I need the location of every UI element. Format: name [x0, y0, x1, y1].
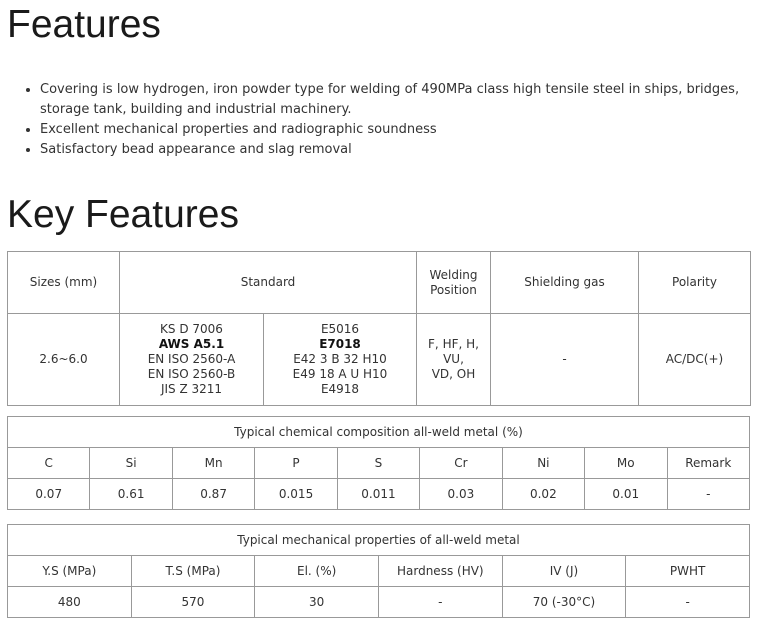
chem-value: -	[667, 479, 750, 510]
welding-position-line-1: F, HF, H, VU,	[428, 337, 479, 366]
standard-item: EN ISO 2560-B	[147, 367, 236, 381]
features-bullet-1: • Covering is low hydrogen, iron powder type for welding of 490MPa class high tensile steel in ships, bridges, storage tank, building and industrial machinery.	[40, 80, 757, 120]
chem-header: Mn	[172, 448, 254, 479]
chem-value: 0.03	[420, 479, 502, 510]
features-bullet-2: • Excellent mechanical properties and radiographic soundness	[40, 120, 757, 140]
header-sizes: Sizes (mm)	[8, 252, 120, 314]
mech-header: IV (J)	[502, 556, 626, 587]
mech-value: 30	[255, 587, 379, 618]
chem-header: C	[8, 448, 90, 479]
mech-value: -	[626, 587, 750, 618]
key-features-title: Key Features	[7, 193, 239, 236]
chem-header: Si	[90, 448, 172, 479]
cell-polarity: AC/DC(+)	[639, 314, 751, 406]
chem-value: 0.07	[8, 479, 90, 510]
mechanical-title: Typical mechanical properties of all-weld metal	[8, 525, 750, 556]
classification-item: E42 3 B 32 H10	[293, 352, 387, 366]
mech-value: 480	[8, 587, 132, 618]
chemical-title: Typical chemical composition all-weld metal (%)	[8, 417, 750, 448]
features-bullet-3: • Satisfactory bead appearance and slag removal	[40, 140, 757, 160]
chem-value: 0.01	[585, 479, 667, 510]
features-list	[22, 80, 757, 160]
chem-value: 0.011	[337, 479, 419, 510]
standard-item: AWS A5.1	[158, 337, 225, 351]
mech-header: Y.S (MPa)	[8, 556, 132, 587]
mech-header: PWHT	[626, 556, 750, 587]
mechanical-properties-table	[7, 524, 750, 618]
mech-header: Hardness (HV)	[378, 556, 502, 587]
cell-shielding-gas: -	[491, 314, 639, 406]
mech-value: 570	[131, 587, 255, 618]
header-standard: Standard	[120, 252, 417, 314]
standard-item: JIS Z 3211	[160, 382, 223, 396]
header-welding-position-line-1: Welding	[429, 267, 478, 282]
standard-item: KS D 7006	[160, 322, 223, 336]
classification-item: E7018	[319, 337, 361, 351]
chem-header: Remark	[667, 448, 750, 479]
chem-header: S	[337, 448, 419, 479]
standard-item: EN ISO 2560-A	[147, 352, 236, 366]
header-shielding-gas: Shielding gas	[491, 252, 639, 314]
header-polarity: Polarity	[639, 252, 751, 314]
chem-header: Cr	[420, 448, 502, 479]
cell-standard-organizations	[120, 314, 264, 406]
key-features-table	[7, 251, 751, 406]
header-welding-position	[417, 252, 491, 314]
welding-position-line-2: VD, OH	[431, 367, 476, 381]
chem-value: 0.61	[90, 479, 172, 510]
mech-header: El. (%)	[255, 556, 379, 587]
chemical-composition-table	[7, 416, 750, 510]
classification-item: E49 18 A U H10	[292, 367, 388, 381]
features-title: Features	[7, 3, 161, 46]
chem-value: 0.015	[255, 479, 337, 510]
cell-sizes: 2.6~6.0	[8, 314, 120, 406]
cell-welding-position	[417, 314, 491, 406]
chem-value: 0.02	[502, 479, 584, 510]
mech-value: -	[378, 587, 502, 618]
chem-header: Ni	[502, 448, 584, 479]
chem-header: Mo	[585, 448, 667, 479]
mech-header: T.S (MPa)	[131, 556, 255, 587]
cell-standard-classifications	[264, 314, 417, 406]
classification-item: E4918	[320, 382, 360, 396]
chem-header: P	[255, 448, 337, 479]
mech-value: 70 (-30°C)	[502, 587, 626, 618]
classification-item: E5016	[320, 322, 360, 336]
chem-value: 0.87	[172, 479, 254, 510]
header-welding-position-line-2: Position	[430, 282, 477, 297]
